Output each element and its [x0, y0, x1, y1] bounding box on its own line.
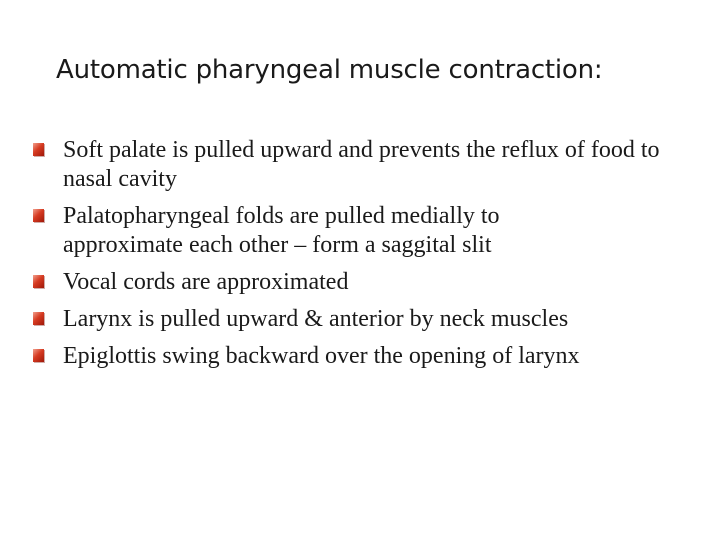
red-square-bullet-icon — [33, 312, 44, 325]
list-item — [33, 136, 703, 194]
bullet-text: Soft palate is pulled upward and prevents the reflux of food to nasal cavity — [63, 137, 660, 192]
list-item — [33, 202, 703, 260]
bullet-list — [33, 136, 703, 379]
red-square-bullet-icon — [33, 349, 44, 362]
list-item — [33, 305, 703, 334]
red-square-bullet-icon — [33, 209, 44, 222]
list-item — [33, 268, 703, 297]
bullet-text: Epiglottis swing backward over the opening of larynx — [63, 343, 580, 369]
bullet-text: Vocal cords are approximated — [63, 269, 349, 295]
bullet-text: Larynx is pulled upward & anterior by neck muscles — [63, 306, 569, 332]
red-square-bullet-icon — [33, 275, 44, 288]
bullet-text: Palatopharyngeal folds are pulled medially to approximate each other – form a saggital slit — [63, 203, 500, 258]
slide-title: Automatic pharyngeal muscle contraction: — [56, 55, 603, 85]
list-item — [33, 342, 703, 371]
red-square-bullet-icon — [33, 143, 44, 156]
